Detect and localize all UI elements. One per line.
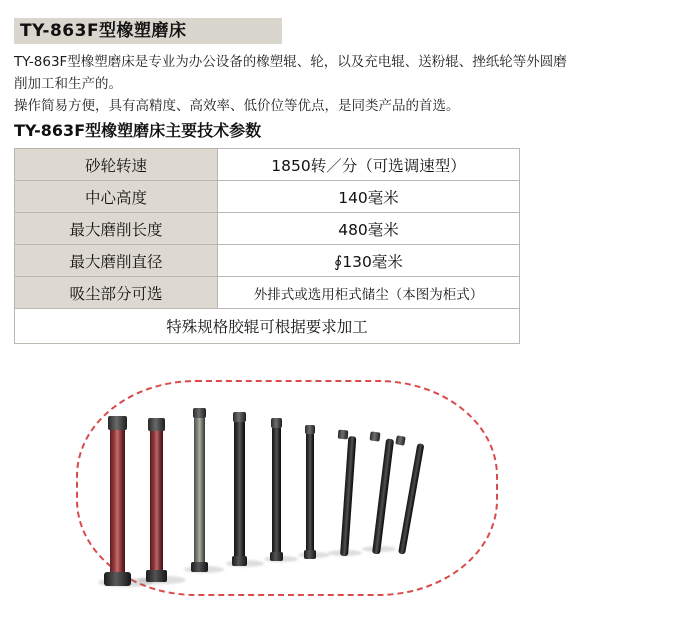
spec-label: 砂轮转速: [15, 149, 218, 181]
spec-label: 吸尘部分可选: [15, 277, 218, 309]
section-heading: TY-863F型橡塑磨床主要技术参数: [14, 121, 262, 140]
roller-cap: [146, 570, 167, 582]
roller-cap: [148, 418, 165, 431]
roller-item: [306, 432, 314, 556]
table-row: [15, 245, 520, 277]
roller-cap: [193, 408, 206, 418]
spec-value: 1850转／分（可选调速型）: [218, 149, 520, 181]
intro-line-3: 操作简易方便，具有高精度、高效率、低价位等优点，是同类产品的首选。: [14, 98, 460, 114]
roller-cap: [104, 572, 131, 586]
roller-cap: [395, 435, 405, 445]
roller-cap: [305, 425, 315, 434]
spec-value: ∮130毫米: [218, 245, 520, 277]
roller-cap: [108, 416, 127, 430]
spec-footnote: 特殊规格胶辊可根据要求加工: [15, 309, 520, 344]
roller-cap: [271, 418, 282, 428]
table-row: [15, 277, 520, 309]
roller-item: [150, 428, 163, 578]
roller-cap: [369, 431, 380, 441]
spec-table: [14, 148, 520, 344]
table-row-footnote: [15, 309, 520, 344]
roller-item: [372, 438, 394, 554]
spec-label: 最大磨削直径: [15, 245, 218, 277]
spec-label: 中心高度: [15, 181, 218, 213]
roller-item: [398, 443, 424, 555]
spec-value: 外排式或选用柜式储尘（本图为柜式）: [218, 277, 520, 309]
roller-cap: [338, 430, 349, 440]
intro-line-1: TY-863F型橡塑磨床是专业为办公设备的橡塑辊、轮，以及充电辊、送粉辊、挫纸轮等外圆磨: [14, 54, 567, 70]
intro-paragraphs: [14, 52, 686, 118]
spec-value: 480毫米: [218, 213, 520, 245]
table-row: [15, 213, 520, 245]
roller-cap: [270, 552, 283, 561]
product-photo-rollers: [76, 380, 494, 592]
roller-item: [234, 420, 245, 562]
roller-item: [272, 426, 281, 558]
roller-item: [340, 436, 356, 556]
roller-cap: [233, 412, 246, 422]
table-row: [15, 181, 520, 213]
roller-cap: [232, 556, 247, 566]
page-title: TY-863F型橡塑磨床: [20, 21, 187, 41]
spec-value: 140毫米: [218, 181, 520, 213]
roller-item: [194, 416, 205, 568]
table-row: [15, 149, 520, 181]
roller-cap: [304, 550, 316, 559]
spec-label: 最大磨削长度: [15, 213, 218, 245]
roller-cap: [191, 562, 208, 572]
roller-item: [110, 426, 125, 581]
intro-line-2: 削加工和生产的。: [14, 76, 122, 92]
